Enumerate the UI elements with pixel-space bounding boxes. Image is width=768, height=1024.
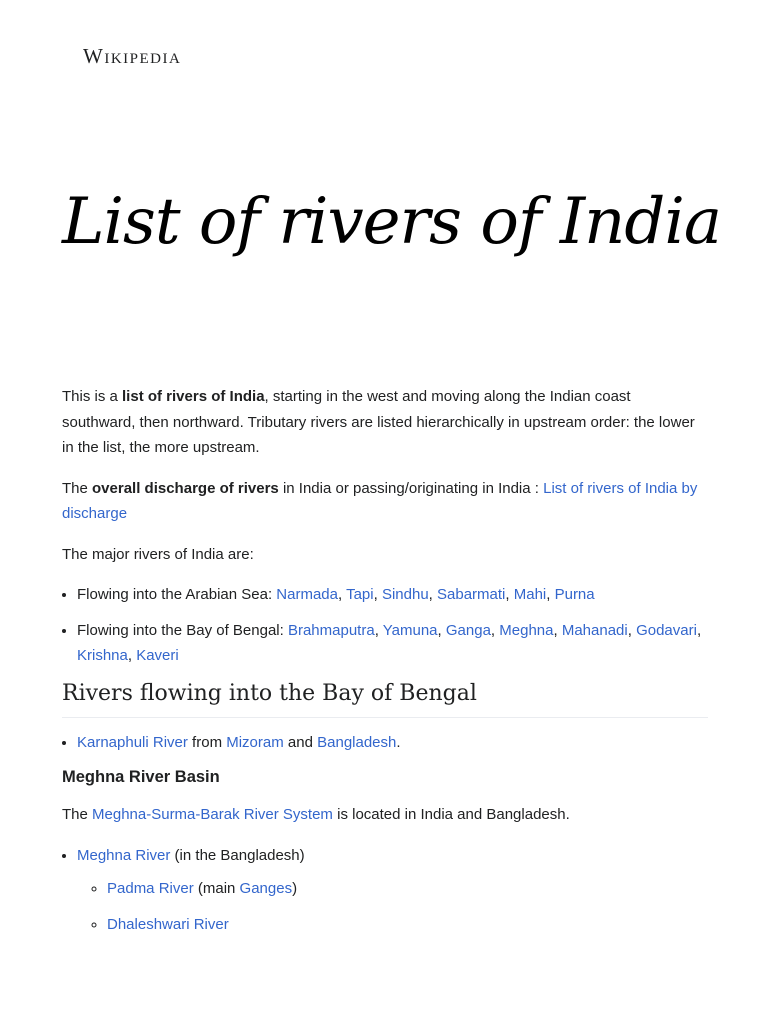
list-item-meghna-river [77, 843, 708, 938]
meghna-list [62, 843, 708, 938]
list-separator: , [437, 621, 446, 639]
river-link-tapi[interactable]: Tapi [346, 586, 374, 603]
list-text: (main [193, 880, 240, 897]
list-item-dhaleshwari [107, 912, 708, 938]
page-title: List of rivers of India [62, 185, 721, 259]
list-separator: , [505, 586, 514, 603]
list-text: . [396, 733, 401, 751]
meghna-text-rest: is located in India and Bangladesh. [332, 806, 570, 823]
river-link-brahmaputra[interactable]: Brahmaputra [287, 621, 375, 639]
list-separator: , [127, 647, 137, 664]
list-separator: , [428, 586, 438, 603]
list-item-bay-of-bengal [77, 618, 708, 669]
river-link-purna[interactable]: Purna [554, 586, 595, 603]
arabian-river-links [276, 586, 594, 603]
list-separator: , [373, 586, 382, 603]
major-rivers-list [62, 582, 708, 669]
dhaleshwari-river-link[interactable]: Dhaleshwari River [107, 915, 229, 933]
mizoram-link[interactable]: Mizoram [226, 733, 284, 751]
river-link-sindhu[interactable]: Sindhu [381, 586, 429, 603]
padma-river-link[interactable]: Padma River [107, 880, 194, 897]
list-separator: , [627, 621, 637, 639]
arabian-label: Flowing into the Arabian Sea: [77, 586, 277, 603]
meghna-sublist [77, 876, 708, 937]
discharge-text-mid: in India or passing/originating in India : [278, 479, 544, 497]
list-separator: , [338, 586, 347, 603]
meghna-river-link[interactable]: Meghna River [77, 846, 171, 864]
karnaphuli-link[interactable]: Karnaphuli River [77, 733, 188, 751]
list-text: and [283, 733, 318, 751]
section-heading-bay-of-bengal: Rivers flowing into the Bay of Bengal [62, 679, 708, 718]
intro-text: This is a [62, 388, 123, 405]
major-rivers-intro: The major rivers of India are: [62, 545, 254, 563]
river-link-godavari[interactable]: Godavari [636, 621, 697, 639]
list-item-karnaphuli [77, 730, 708, 756]
ganges-link[interactable]: Ganges [239, 880, 293, 897]
list-text: ) [292, 880, 298, 897]
list-separator: , [546, 586, 555, 603]
intro-text-rest: , starting in the west and moving along the Indian coast southward, then northward. Tributary rivers are listed hierarchically in upstream order: the lower in the list, the more upstream. [62, 388, 695, 456]
list-separator: , [490, 621, 500, 639]
list-item-padma [107, 876, 708, 902]
river-link-meghna[interactable]: Meghna [499, 621, 554, 639]
river-link-yamuna[interactable]: Yamuna [382, 621, 438, 639]
meghna-text: The [62, 806, 93, 823]
intro-bold: list of rivers of India [122, 388, 265, 405]
river-link-ganga[interactable]: Ganga [445, 621, 491, 639]
discharge-bold: overall discharge of rivers [92, 479, 279, 497]
meghna-paragraph [62, 802, 708, 828]
list-text: from [187, 733, 227, 751]
river-link-kaveri[interactable]: Kaveri [136, 647, 179, 664]
discharge-link[interactable]: List of rivers of India by discharge [62, 479, 698, 522]
river-link-krishna[interactable]: Krishna [77, 647, 128, 664]
meghna-system-link[interactable]: Meghna-Surma-Barak River System [92, 806, 333, 823]
river-link-sabarmati[interactable]: Sabarmati [437, 586, 506, 603]
discharge-text: The [62, 479, 93, 497]
list-separator: , [553, 621, 562, 639]
wikipedia-logo[interactable]: Wikipedia [83, 44, 182, 68]
river-link-mahanadi[interactable]: Mahanadi [561, 621, 628, 639]
list-separator: , [374, 621, 383, 639]
bangladesh-link[interactable]: Bangladesh [317, 733, 397, 751]
river-link-narmada[interactable]: Narmada [276, 586, 338, 603]
bengal-label: Flowing into the Bay of Bengal: [77, 621, 288, 639]
discharge-paragraph [62, 476, 708, 527]
intro-paragraph [62, 384, 708, 461]
river-link-mahi[interactable]: Mahi [513, 586, 547, 603]
bay-list [62, 730, 708, 756]
article-content [62, 384, 708, 947]
list-separator: , [696, 621, 702, 639]
list-item-arabian-sea [77, 582, 708, 608]
subsection-heading-meghna: Meghna River Basin [62, 768, 220, 786]
list-text: (in the Bangladesh) [170, 846, 305, 864]
